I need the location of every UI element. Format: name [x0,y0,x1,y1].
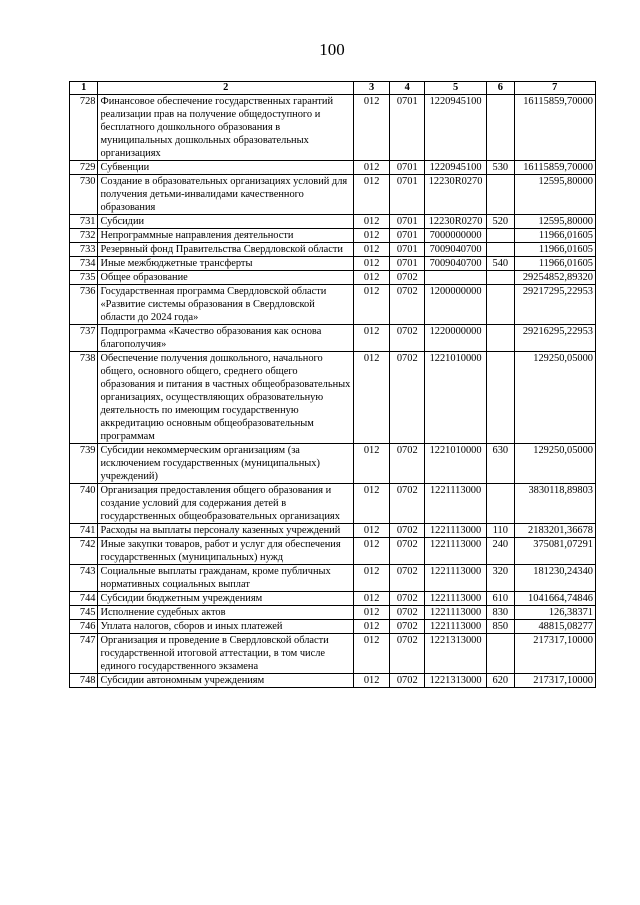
row-expense-type [487,325,514,352]
row-ved-code: 012 [353,620,390,634]
row-section-code: 0702 [390,620,425,634]
row-ved-code: 012 [353,565,390,592]
row-name: Резервный фонд Правительства Свердловской области [98,243,353,257]
row-amount: 129250,05000 [514,352,595,444]
row-section-code: 0702 [390,634,425,674]
row-target-code: 7009040700 [425,243,487,257]
row-section-code: 0702 [390,444,425,484]
row-target-code: 1220000000 [425,325,487,352]
row-name: Субсидии автономным учреждениям [98,674,353,688]
row-number: 728 [70,95,98,161]
row-number: 732 [70,229,98,243]
table-row [70,229,596,243]
page-number: 100 [319,40,345,59]
table-row [70,620,596,634]
row-number: 734 [70,257,98,271]
row-section-code: 0702 [390,285,425,325]
table-row [70,161,596,175]
row-expense-type: 630 [487,444,514,484]
header-row [70,82,596,95]
row-expense-type: 850 [487,620,514,634]
table-row [70,215,596,229]
row-ved-code: 012 [353,285,390,325]
row-amount: 129250,05000 [514,444,595,484]
row-name: Подпрограмма «Качество образования как основа благополучия» [98,325,353,352]
row-target-code: 1200000000 [425,285,487,325]
row-target-code: 1221113000 [425,620,487,634]
row-amount: 12595,80000 [514,175,595,215]
row-number: 731 [70,215,98,229]
row-target-code: 1220945100 [425,95,487,161]
row-amount: 12595,80000 [514,215,595,229]
row-ved-code: 012 [353,229,390,243]
row-name: Непрограммные направления деятельности [98,229,353,243]
row-name: Иные закупки товаров, работ и услуг для обеспечения государственных (муниципальных) нужд [98,538,353,565]
row-expense-type: 530 [487,161,514,175]
row-section-code: 0702 [390,565,425,592]
row-ved-code: 012 [353,243,390,257]
row-expense-type: 610 [487,592,514,606]
row-ved-code: 012 [353,538,390,565]
row-name: Социальные выплаты гражданам, кроме публичных нормативных социальных выплат [98,565,353,592]
table-row [70,352,596,444]
row-section-code: 0702 [390,352,425,444]
row-ved-code: 012 [353,606,390,620]
row-target-code: 1221113000 [425,538,487,565]
row-ved-code: 012 [353,271,390,285]
table-row [70,243,596,257]
row-number: 729 [70,161,98,175]
row-section-code: 0702 [390,524,425,538]
row-name: Субсидии [98,215,353,229]
row-number: 735 [70,271,98,285]
row-amount: 11966,01605 [514,257,595,271]
row-section-code: 0701 [390,175,425,215]
row-amount: 29217295,22953 [514,285,595,325]
row-amount: 11966,01605 [514,243,595,257]
table-row [70,444,596,484]
row-expense-type: 110 [487,524,514,538]
column-header: 2 [98,82,353,95]
row-number: 747 [70,634,98,674]
row-expense-type [487,243,514,257]
row-target-code: 1221313000 [425,674,487,688]
row-section-code: 0701 [390,257,425,271]
row-section-code: 0702 [390,592,425,606]
row-target-code: 7000000000 [425,229,487,243]
row-name: Субсидии некоммерческим организациям (за исключением государственных (муниципальных) учреждений) [98,444,353,484]
row-amount: 3830118,89803 [514,484,595,524]
row-expense-type [487,229,514,243]
row-target-code: 1221113000 [425,565,487,592]
row-expense-type [487,285,514,325]
table-row [70,95,596,161]
table-row [70,524,596,538]
row-name: Организация и проведение в Свердловской области государственной итоговой аттестации, в том числе единого государственного экзамена [98,634,353,674]
row-amount: 126,38371 [514,606,595,620]
row-amount: 181230,24340 [514,565,595,592]
row-section-code: 0701 [390,215,425,229]
row-target-code: 12230R0270 [425,215,487,229]
table-row [70,271,596,285]
table-row [70,592,596,606]
row-name: Общее образование [98,271,353,285]
column-header: 1 [70,82,98,95]
row-name: Организация предоставления общего образования и создание условий для содержания детей в государственных общеобразовательных организациях [98,484,353,524]
row-ved-code: 012 [353,592,390,606]
budget-table [69,81,596,688]
row-expense-type: 620 [487,674,514,688]
row-number: 744 [70,592,98,606]
row-expense-type [487,271,514,285]
row-amount: 16115859,70000 [514,161,595,175]
row-amount: 217317,10000 [514,634,595,674]
column-header: 4 [390,82,425,95]
row-name: Государственная программа Свердловской области «Развитие системы образования в Свердловской области до 2024 года» [98,285,353,325]
table-body [70,95,596,688]
row-ved-code: 012 [353,215,390,229]
row-section-code: 0701 [390,161,425,175]
row-section-code: 0702 [390,325,425,352]
row-amount: 48815,08277 [514,620,595,634]
row-number: 742 [70,538,98,565]
row-target-code: 1221113000 [425,484,487,524]
row-expense-type [487,634,514,674]
row-expense-type [487,484,514,524]
row-target-code: 12230R0270 [425,175,487,215]
table-row [70,538,596,565]
row-name: Уплата налогов, сборов и иных платежей [98,620,353,634]
row-amount: 16115859,70000 [514,95,595,161]
row-number: 736 [70,285,98,325]
row-number: 748 [70,674,98,688]
row-name: Иные межбюджетные трансферты [98,257,353,271]
row-section-code: 0702 [390,674,425,688]
row-name: Финансовое обеспечение государственных гарантий реализации прав на получение общедоступного и бесплатного дошкольного образования в муниципальных дошкольных образовательных организациях [98,95,353,161]
row-target-code: 7009040700 [425,257,487,271]
table-row [70,325,596,352]
row-number: 746 [70,620,98,634]
row-expense-type: 540 [487,257,514,271]
row-number: 741 [70,524,98,538]
row-ved-code: 012 [353,352,390,444]
row-name: Создание в образовательных организациях условий для получения детьми-инвалидами качественного образования [98,175,353,215]
column-header: 3 [353,82,390,95]
row-ved-code: 012 [353,175,390,215]
row-amount: 1041664,74846 [514,592,595,606]
row-expense-type: 240 [487,538,514,565]
row-number: 740 [70,484,98,524]
row-target-code: 1221113000 [425,606,487,620]
row-name: Обеспечение получения дошкольного, начального общего, основного общего, среднего общего образования и питания в частных общеобразовательных организациях, осуществляющих образовательную деятельность по имеющим государственную аккредитацию основным общеобразовательным программам [98,352,353,444]
column-header: 7 [514,82,595,95]
row-name: Субвенции [98,161,353,175]
table-row [70,285,596,325]
row-section-code: 0701 [390,229,425,243]
row-amount: 29254852,89320 [514,271,595,285]
row-name: Исполнение судебных актов [98,606,353,620]
row-target-code [425,271,487,285]
row-number: 737 [70,325,98,352]
row-target-code: 1220945100 [425,161,487,175]
row-ved-code: 012 [353,674,390,688]
row-expense-type: 830 [487,606,514,620]
row-target-code: 1221010000 [425,444,487,484]
row-amount: 11966,01605 [514,229,595,243]
row-ved-code: 012 [353,634,390,674]
row-expense-type [487,175,514,215]
row-ved-code: 012 [353,444,390,484]
row-section-code: 0702 [390,271,425,285]
row-section-code: 0702 [390,606,425,620]
row-number: 743 [70,565,98,592]
table-row [70,257,596,271]
row-target-code: 1221010000 [425,352,487,444]
row-expense-type: 520 [487,215,514,229]
table-row [70,565,596,592]
column-header: 5 [425,82,487,95]
row-number: 733 [70,243,98,257]
row-amount: 375081,07291 [514,538,595,565]
table-row [70,484,596,524]
table-row [70,175,596,215]
row-ved-code: 012 [353,161,390,175]
row-amount: 2183201,36678 [514,524,595,538]
row-section-code: 0701 [390,243,425,257]
row-amount: 217317,10000 [514,674,595,688]
row-number: 730 [70,175,98,215]
row-target-code: 1221113000 [425,524,487,538]
row-name: Расходы на выплаты персоналу казенных учреждений [98,524,353,538]
row-expense-type [487,352,514,444]
row-name: Субсидии бюджетным учреждениям [98,592,353,606]
row-section-code: 0702 [390,538,425,565]
row-ved-code: 012 [353,484,390,524]
table-row [70,674,596,688]
row-expense-type [487,95,514,161]
row-target-code: 1221313000 [425,634,487,674]
row-ved-code: 012 [353,95,390,161]
table-row [70,634,596,674]
row-ved-code: 012 [353,524,390,538]
row-target-code: 1221113000 [425,592,487,606]
row-section-code: 0702 [390,484,425,524]
row-ved-code: 012 [353,325,390,352]
row-amount: 29216295,22953 [514,325,595,352]
column-header: 6 [487,82,514,95]
row-number: 745 [70,606,98,620]
row-section-code: 0701 [390,95,425,161]
row-number: 738 [70,352,98,444]
row-expense-type: 320 [487,565,514,592]
row-number: 739 [70,444,98,484]
table-row [70,606,596,620]
row-ved-code: 012 [353,257,390,271]
